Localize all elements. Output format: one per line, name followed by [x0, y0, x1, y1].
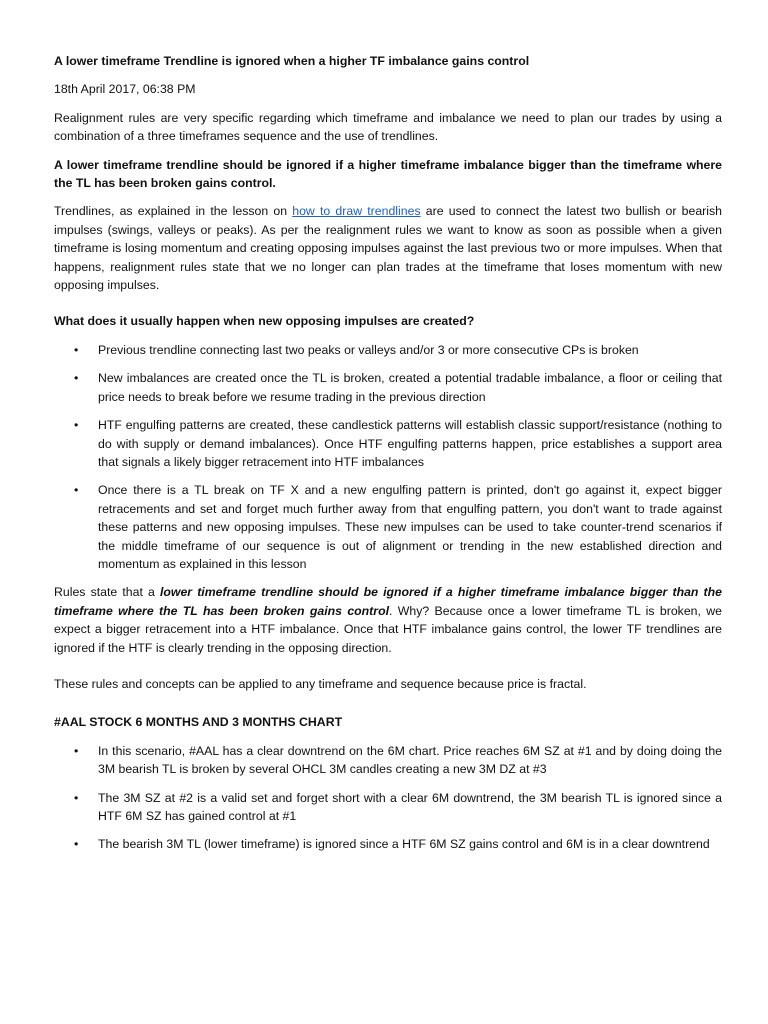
- trendlines-text-after: are used to connect the latest two bullish or bearish impulses (swings, valleys or peaks). As per the realignment rules we want to know as soon as possible when a given timeframe is losing momentum and creating opposing impulses against the last previous two or more impulses. When that happens, realignment rules state that we no longer can plan trades at the timeframe that loses momentum with new opposing impulses.: [54, 204, 722, 293]
- bullet-icon: •: [74, 483, 79, 498]
- trendlines-paragraph: [54, 202, 722, 294]
- list-item: [54, 416, 722, 471]
- list-item: [54, 835, 722, 853]
- list-item-text: Once there is a TL break on TF X and a new engulfing pattern is printed, don't go against it, expect bigger retracements and set and forget much further away from that engulfing pattern, you don't want to trade against these patterns and new opposing impulses. These new impulses can be used to take counter-trend scenarios if the middle timeframe of our sequence is out of alignment or trending in the new established direction and momentum as explained in this lesson: [98, 483, 722, 571]
- impulses-bullet-list: [54, 341, 722, 573]
- list-item: [54, 341, 722, 359]
- aal-bullet-list: [54, 742, 722, 854]
- document-title: A lower timeframe Trendline is ignored when a higher TF imbalance gains control: [54, 54, 530, 68]
- list-item: [54, 742, 722, 779]
- bullet-icon: •: [74, 418, 79, 433]
- bullet-icon: •: [74, 342, 79, 357]
- document-page: [54, 52, 722, 864]
- rules-paragraph: [54, 583, 722, 657]
- bullet-icon: •: [74, 743, 79, 758]
- list-item-text: New imbalances are created once the TL is broken, created a potential tradable imbalance, a floor or ceiling that price needs to break before we resume trading in the previous direction: [98, 371, 722, 404]
- intro-paragraph: Realignment rules are very specific regarding which timeframe and imbalance we need to plan our trades by using a combination of a three timeframes sequence and the use of trendlines.: [54, 110, 722, 144]
- list-item-text: The bearish 3M TL (lower timeframe) is ignored since a HTF 6M SZ gains control and 6M is in a clear downtrend: [98, 837, 710, 852]
- list-item-text: HTF engulfing patterns are created, these candlestick patterns will establish classic support/resistance (nothing to do with supply or demand imbalances). Once HTF engulfing patterns happen, price establishes a support area that signals a likely bigger retracement into HTF imbalances: [98, 418, 722, 469]
- list-item: [54, 369, 722, 406]
- bold-statement: A lower timeframe trendline should be ignored if a higher timeframe imbalance bigger than the timeframe where the TL has been broken gains control.: [54, 157, 722, 191]
- question-heading: What does it usually happen when new opposing impulses are created?: [54, 314, 475, 329]
- list-item: [54, 481, 722, 573]
- trendlines-text-before: Trendlines, as explained in the lesson on: [54, 204, 293, 219]
- how-to-draw-trendlines-link[interactable]: how to draw trendlines: [292, 204, 421, 219]
- post-date: 18th April 2017, 06:38 PM: [54, 82, 196, 97]
- bullet-icon: •: [74, 790, 79, 805]
- list-item-text: In this scenario, #AAL has a clear downtrend on the 6M chart. Price reaches 6M SZ at #1 and by doing doing the 3M bearish TL is broken by several OHCL 3M candles creating a new 3M DZ at #3: [98, 743, 722, 777]
- rules-text-before: Rules state that a: [54, 585, 160, 600]
- list-item-text: The 3M SZ at #2 is a valid set and forget short with a clear 6M downtrend, the 3M bearish TL is ignored since a HTF 6M SZ has gained control at #1: [98, 790, 722, 823]
- rules-text-after: . Why? Because once a lower timeframe TL is broken, we expect a bigger retracement into a HTF imbalance. Once that HTF imbalance gains control, the lower TF trendlines are ignored if the HTF is clearly trending in the opposing direction.: [54, 603, 722, 655]
- rules-emphasis: lower timeframe trendline should be ignored if a higher timeframe imbalance bigger than the timeframe where the TL has been broken gains control: [54, 585, 723, 618]
- section-heading: #AAL STOCK 6 MONTHS AND 3 MONTHS CHART: [54, 715, 343, 730]
- list-item-text: Previous trendline connecting last two peaks or valleys and/or 3 or more consecutive CPs is broken: [98, 342, 639, 357]
- fractal-paragraph: These rules and concepts can be applied to any timeframe and sequence because price is fractal.: [54, 676, 587, 691]
- bullet-icon: •: [74, 837, 79, 852]
- list-item: [54, 789, 722, 826]
- bullet-icon: •: [74, 371, 79, 386]
